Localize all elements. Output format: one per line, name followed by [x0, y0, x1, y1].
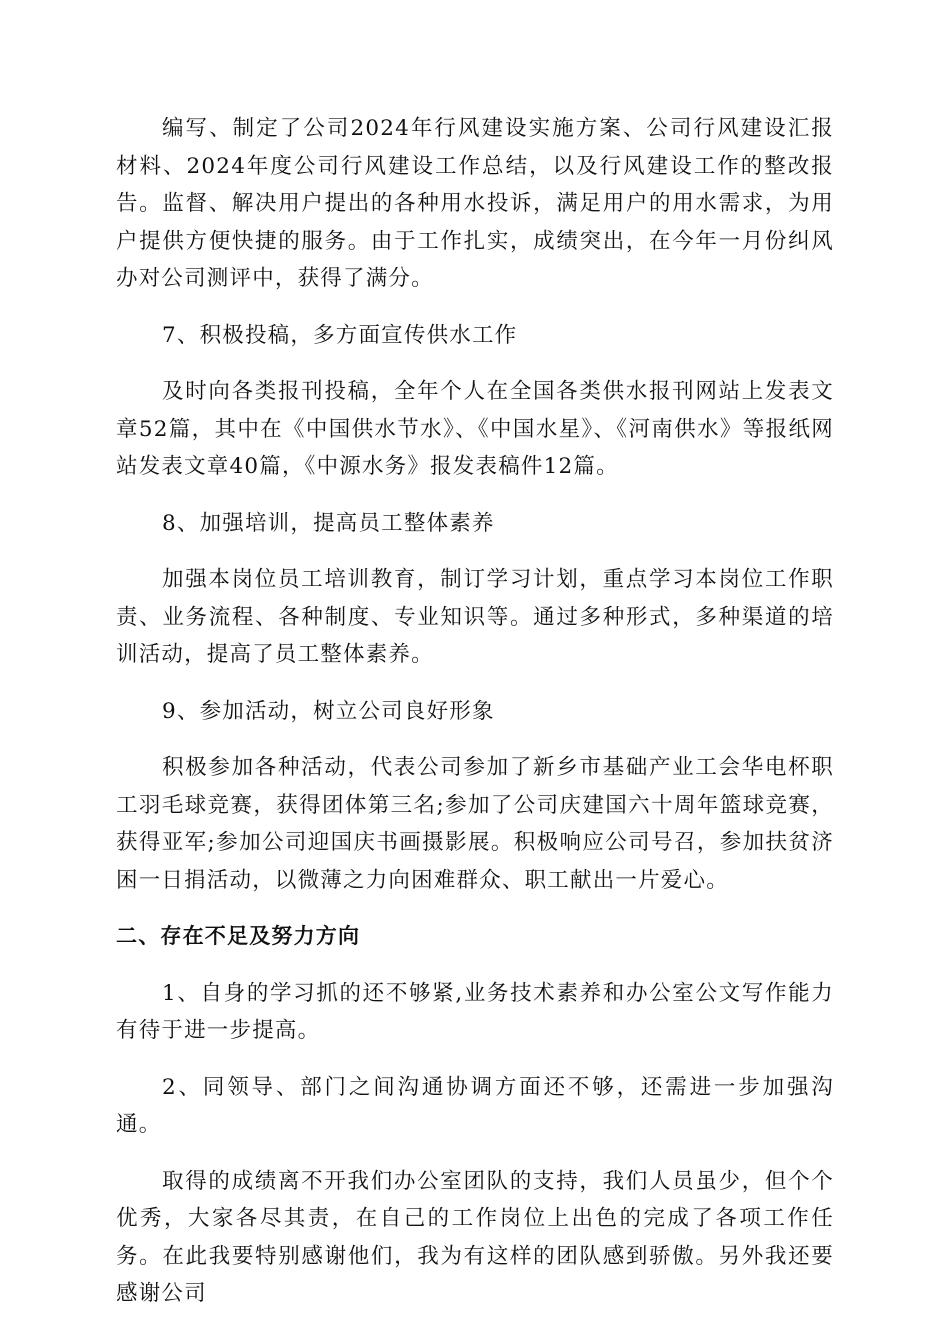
document-page	[116, 110, 834, 1332]
paragraph-xingfeng-work: 编写、制定了公司2024年行风建设实施方案、公司行风建设汇报材料、2024年度公司行风建设工作总结，以及行风建设工作的整改报告。监督、解决用户提出的各种用水投诉，满足用户的用水需求，为用户提供方便快捷的服务。由于工作扎实，成绩突出，在今年一月份纠风办对公司测评中，获得了满分。	[116, 116, 834, 291]
paragraph-activities: 积极参加各种活动，代表公司参加了新乡市基础产业工会华电杯职工羽毛球竞赛，获得团体第三名;参加了公司庆建国六十周年篮球竞赛，获得亚军;参加公司迎国庆书画摄影展。积极响应公司号召，参加扶贫济困一日捐活动，以微薄之力向困难群众、职工献出一片爱心。	[116, 755, 834, 893]
paragraph-publications: 及时向各类报刊投稿，全年个人在全国各类供水报刊网站上发表文章52篇，其中在《中国供水节水》、《中国水星》、《河南供水》等报纸网站发表文章40篇，《中源水务》报发表稿件12篇。	[116, 379, 834, 479]
heading-item-8: 8、加强培训，提高员工整体素养	[162, 510, 495, 536]
section-heading-shortcomings: 二、存在不足及努力方向	[116, 924, 361, 948]
paragraph-shortcoming-1: 1、自身的学习抓的还不够紧,业务技术素养和办公室公文写作能力有待于进一步提高。	[116, 980, 834, 1043]
paragraph-thanks: 取得的成绩离不开我们办公室团队的支持，我们人员虽少，但个个优秀，大家各尽其责，在自己的工作岗位上出色的完成了各项工作任务。在此我要特别感谢他们，我为有这样的团队感到骄傲。另外我还要感谢公司	[116, 1168, 834, 1306]
paragraph-shortcoming-2: 2、同领导、部门之间沟通协调方面还不够，还需进一步加强沟通。	[116, 1074, 834, 1137]
paragraph-training: 加强本岗位员工培训教育，制订学习计划，重点学习本岗位工作职责、业务流程、各种制度、专业知识等。通过多种形式，多种渠道的培训活动，提高了员工整体素养。	[116, 567, 834, 667]
heading-item-7: 7、积极投稿，多方面宣传供水工作	[162, 322, 518, 348]
heading-item-9: 9、参加活动，树立公司良好形象	[162, 698, 495, 724]
